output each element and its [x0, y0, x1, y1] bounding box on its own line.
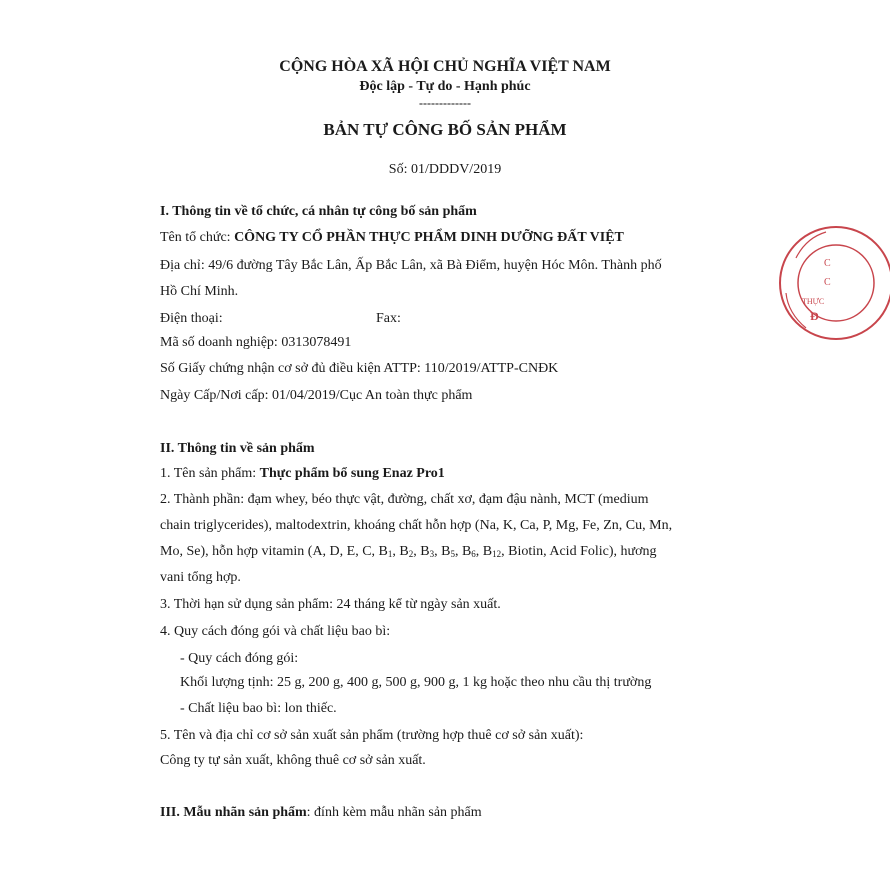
section-3-heading: III. Mẫu nhãn sản phẩm: [160, 805, 307, 820]
vitamin-sub: 5: [450, 549, 455, 559]
ingredients-line-3-start: Mo, Se), hỗn hợp vitamin (A, D, E, C, B: [160, 544, 388, 559]
seal-char: C: [824, 258, 831, 269]
packaging-heading: 4. Quy cách đóng gói và chất liệu bao bì:: [160, 624, 391, 639]
business-code: Mã số doanh nghiệp: 0313078491: [160, 335, 352, 350]
section-3-line: [160, 805, 482, 821]
section-2-heading: II. Thông tin về sản phẩm: [160, 441, 315, 456]
packaging-material: - Chất liệu bao bì: lon thiếc.: [180, 701, 337, 716]
manufacturer-info: Công ty tự sản xuất, không thuê cơ sở sản xuất.: [160, 753, 426, 768]
address-line-2: Hồ Chí Minh.: [160, 284, 239, 299]
company-seal: [776, 218, 890, 348]
org-name: CÔNG TY CỔ PHẦN THỰC PHẨM DINH DƯỠNG ĐẤT VIỆT: [234, 230, 624, 245]
ingredients-line-4: vani tổng hợp.: [160, 570, 241, 585]
org-name-line: [160, 230, 624, 246]
vitamin-sub: 3: [429, 549, 435, 559]
seal-char: C: [824, 277, 831, 288]
vitamin-sub: 12: [492, 549, 502, 559]
vitamin-sub: 1: [387, 549, 393, 559]
fax-label: Fax:: [376, 311, 401, 326]
product-name-label: 1. Tên sản phẩm:: [160, 466, 260, 481]
motto: Độc lập - Tự do - Hạnh phúc: [359, 79, 531, 94]
ingredients-line-1: 2. Thành phần: đạm whey, béo thực vật, đường, chất xơ, đạm đậu nành, MCT (medium: [160, 492, 649, 507]
shelf-life: 3. Thời hạn sử dụng sản phẩm: 24 tháng kể từ ngày sản xuất.: [160, 597, 501, 612]
seal-char: Đ: [810, 309, 819, 323]
certificate-number: Số Giấy chứng nhận cơ sở đủ điều kiện ATTP: 110/2019/ATTP-CNĐK: [160, 361, 559, 376]
manufacturer-heading: 5. Tên và địa chỉ cơ sở sản xuất sản phẩm (trường hợp thuê cơ sở sản xuất):: [160, 728, 584, 743]
vitamin-sub: 2: [408, 549, 414, 559]
section-1-heading: I. Thông tin về tổ chức, cá nhân tự công bố sản phẩm: [160, 204, 477, 219]
issued-info: Ngày Cấp/Nơi cấp: 01/04/2019/Cục An toàn thực phẩm: [160, 388, 473, 403]
net-weight: Khối lượng tịnh: 25 g, 200 g, 400 g, 500 g, 900 g, 1 kg hoặc theo nhu cầu thị trường: [180, 675, 652, 690]
product-name: Thực phẩm bổ sung Enaz Pro1: [259, 466, 445, 481]
org-label: Tên tổ chức:: [160, 230, 235, 245]
seal-char: THỰC: [802, 297, 825, 306]
header-divider: -------------: [419, 96, 471, 110]
phone-label: Điện thoại:: [160, 311, 223, 326]
vitamin-sub: 6: [471, 549, 476, 559]
address-line-1: Địa chỉ: 49/6 đường Tây Bắc Lân, Ấp Bắc Lân, xã Bà Điểm, huyện Hóc Môn. Thành phố: [160, 258, 662, 273]
ingredients-line-3-end: , Biotin, Acid Folic), hương: [501, 544, 657, 559]
section-3-text: : đính kèm mẫu nhãn sản phẩm: [306, 805, 482, 820]
ingredients-line-2: chain triglycerides), maltodextrin, khoáng chất hỗn hợp (Na, K, Ca, P, Mg, Fe, Zn, Cu, Mn,: [160, 518, 673, 533]
packaging-spec: - Quy cách đóng gói:: [180, 651, 299, 666]
country-heading: CỘNG HÒA XÃ HỘI CHỦ NGHĨA VIỆT NAM: [279, 58, 611, 75]
ingredients-line-3: Mo, Se), hỗn hợp vitamin (A, D, E, C, $B_1$, $B_2$, $B_3$, $B_5$, $B_6$, $B_{12}$, Biotin, Acid Folic), hương: [160, 544, 657, 559]
product-name-line: [160, 466, 445, 482]
document-title: BẢN TỰ CÔNG BỐ SẢN PHẨM: [323, 120, 567, 139]
document-number: Số: 01/DDDV/2019: [388, 162, 502, 177]
